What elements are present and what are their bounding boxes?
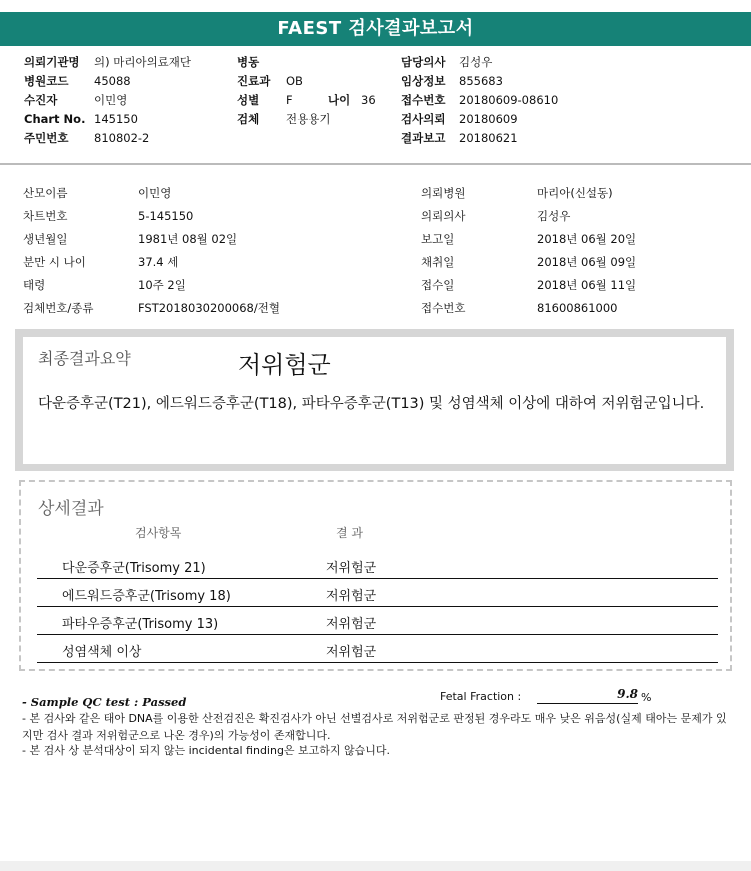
info-label: 분만 시 나이 [23,255,86,269]
row-result: 저위험군 [326,589,377,604]
patient-info-right [421,182,636,320]
info-value: 2018년 06월 20일 [537,232,637,246]
fetal-fraction-label: Fetal Fraction : [440,690,522,703]
info-row [421,297,636,320]
row-result: 저위험군 [326,561,377,576]
field-label: 접수번호 [401,93,446,107]
info-row [421,228,636,251]
age-value: 36 [361,93,376,107]
field-label: 병동 [237,55,260,69]
info-row [421,251,636,274]
field-label: 수진자 [24,93,58,107]
field-label: 결과보고 [401,131,446,145]
field-value: 145150 [94,112,138,126]
table-row [37,551,718,579]
header-row [237,91,376,110]
field-value: 20180609-08610 [459,93,559,107]
field-value: 20180621 [459,131,518,145]
info-label: 접수일 [421,278,455,292]
field-label: 진료과 [237,74,271,88]
header-row [24,72,191,91]
info-row [421,274,636,297]
info-value: 37.4 세 [138,255,179,269]
section-divider [0,163,751,165]
header-row [24,110,191,129]
info-label: 접수번호 [421,301,466,315]
header-col3 [401,53,558,148]
info-label: 태령 [23,278,46,292]
disclaimer-note-1: - 본 검사와 같은 태아 DNA를 이용한 산전검진은 확진검사가 아닌 선별검사로 저위험군로 판정된 경우라도 매우 낮은 위음성(실제 태아는 문제가 있지만 검사 결과 저위험군으로 나온 경우)의 가능성이 존재합니다. [22,712,727,742]
info-label: 생년월일 [23,232,68,246]
field-label: 임상정보 [401,74,446,88]
header-row [237,110,376,129]
info-row [23,205,280,228]
field-label: 검사의뢰 [401,112,446,126]
header-col1 [24,53,191,148]
info-label: 보고일 [421,232,455,246]
info-row [23,297,280,320]
header-row [237,53,376,72]
patient-info-left [23,182,280,320]
field-value: F [286,93,293,107]
table-row [37,579,718,607]
summary-title: 최종결과요약 [38,349,131,368]
detail-title: 상세결과 [38,499,104,519]
disclaimer-note-2: - 본 검사 상 분석대상이 되지 않는 incidental finding은 보고하지 않습니다. [22,744,391,757]
field-label: Chart No. [24,112,86,126]
header-row [24,53,191,72]
field-label: 검체 [237,112,260,126]
field-label: 병원코드 [24,74,69,88]
header-row [401,72,558,91]
header-row [401,91,558,110]
info-row [23,228,280,251]
column-header-result: 결 과 [336,526,363,540]
row-item: 다운증후군(Trisomy 21) [62,561,206,576]
table-row [37,635,718,663]
field-label: 성별 [237,93,260,107]
info-value: FST2018030200068/전혈 [138,301,280,315]
row-item: 성염색체 이상 [62,645,142,660]
sample-qc-status: - Sample QC test : Passed [22,695,187,709]
info-value: 마리아(신설동) [537,186,613,200]
header-row [24,91,191,110]
page-bottom-bar [0,861,751,871]
field-value: 이민영 [94,93,128,107]
header-row [24,129,191,148]
age-label: 나이 [328,93,351,107]
fetal-fraction-unit: % [641,691,652,704]
info-label: 검체번호/종류 [23,301,94,315]
row-result: 저위험군 [326,617,377,632]
info-row [23,274,280,297]
row-result: 저위험군 [326,645,377,660]
header-row [237,72,376,91]
field-label: 의뢰기관명 [24,55,80,69]
report-title: FAEST 검사결과보고서 [0,12,751,46]
field-value: 855683 [459,74,503,88]
info-value: 10주 2일 [138,278,186,292]
info-label: 채취일 [421,255,455,269]
field-value: 810802-2 [94,131,150,145]
info-row [421,205,636,228]
field-label: 주민번호 [24,131,69,145]
info-label: 의뢰의사 [421,209,466,223]
field-label: 담당의사 [401,55,446,69]
info-value: 81600861000 [537,301,618,315]
field-value: 김성우 [459,55,493,69]
summary-description: 다운증후군(T21), 에드워드증후군(T18), 파타우증후군(T13) 및 성염색체 이상에 대하여 저위험군입니다. [38,396,705,412]
field-value: 의) 마리아의료재단 [94,55,192,69]
row-item: 파타우증후군(Trisomy 13) [62,617,219,632]
info-value: 2018년 06월 09일 [537,255,637,269]
info-value: 이민영 [138,186,172,200]
summary-result: 저위험군 [238,351,331,379]
field-value: 45088 [94,74,131,88]
info-value: 1981년 08월 02일 [138,232,238,246]
table-row [37,607,718,635]
field-value: 20180609 [459,112,518,126]
field-value: OB [286,74,303,88]
info-label: 의뢰병원 [421,186,466,200]
header-row [401,129,558,148]
info-value: 5-145150 [138,209,194,223]
header-row [401,53,558,72]
info-label: 차트번호 [23,209,68,223]
info-value: 김성우 [537,209,571,223]
info-row [23,251,280,274]
row-item: 에드워드증후군(Trisomy 18) [62,589,231,604]
info-value: 2018년 06월 11일 [537,278,637,292]
info-row [23,182,280,205]
header-col2 [237,53,376,129]
info-row [421,182,636,205]
field-value: 전용용기 [286,112,331,126]
fetal-fraction-value: 9.8 [537,685,638,704]
column-header-item: 검사항목 [135,526,182,540]
header-row [401,110,558,129]
info-label: 산모이름 [23,186,68,200]
